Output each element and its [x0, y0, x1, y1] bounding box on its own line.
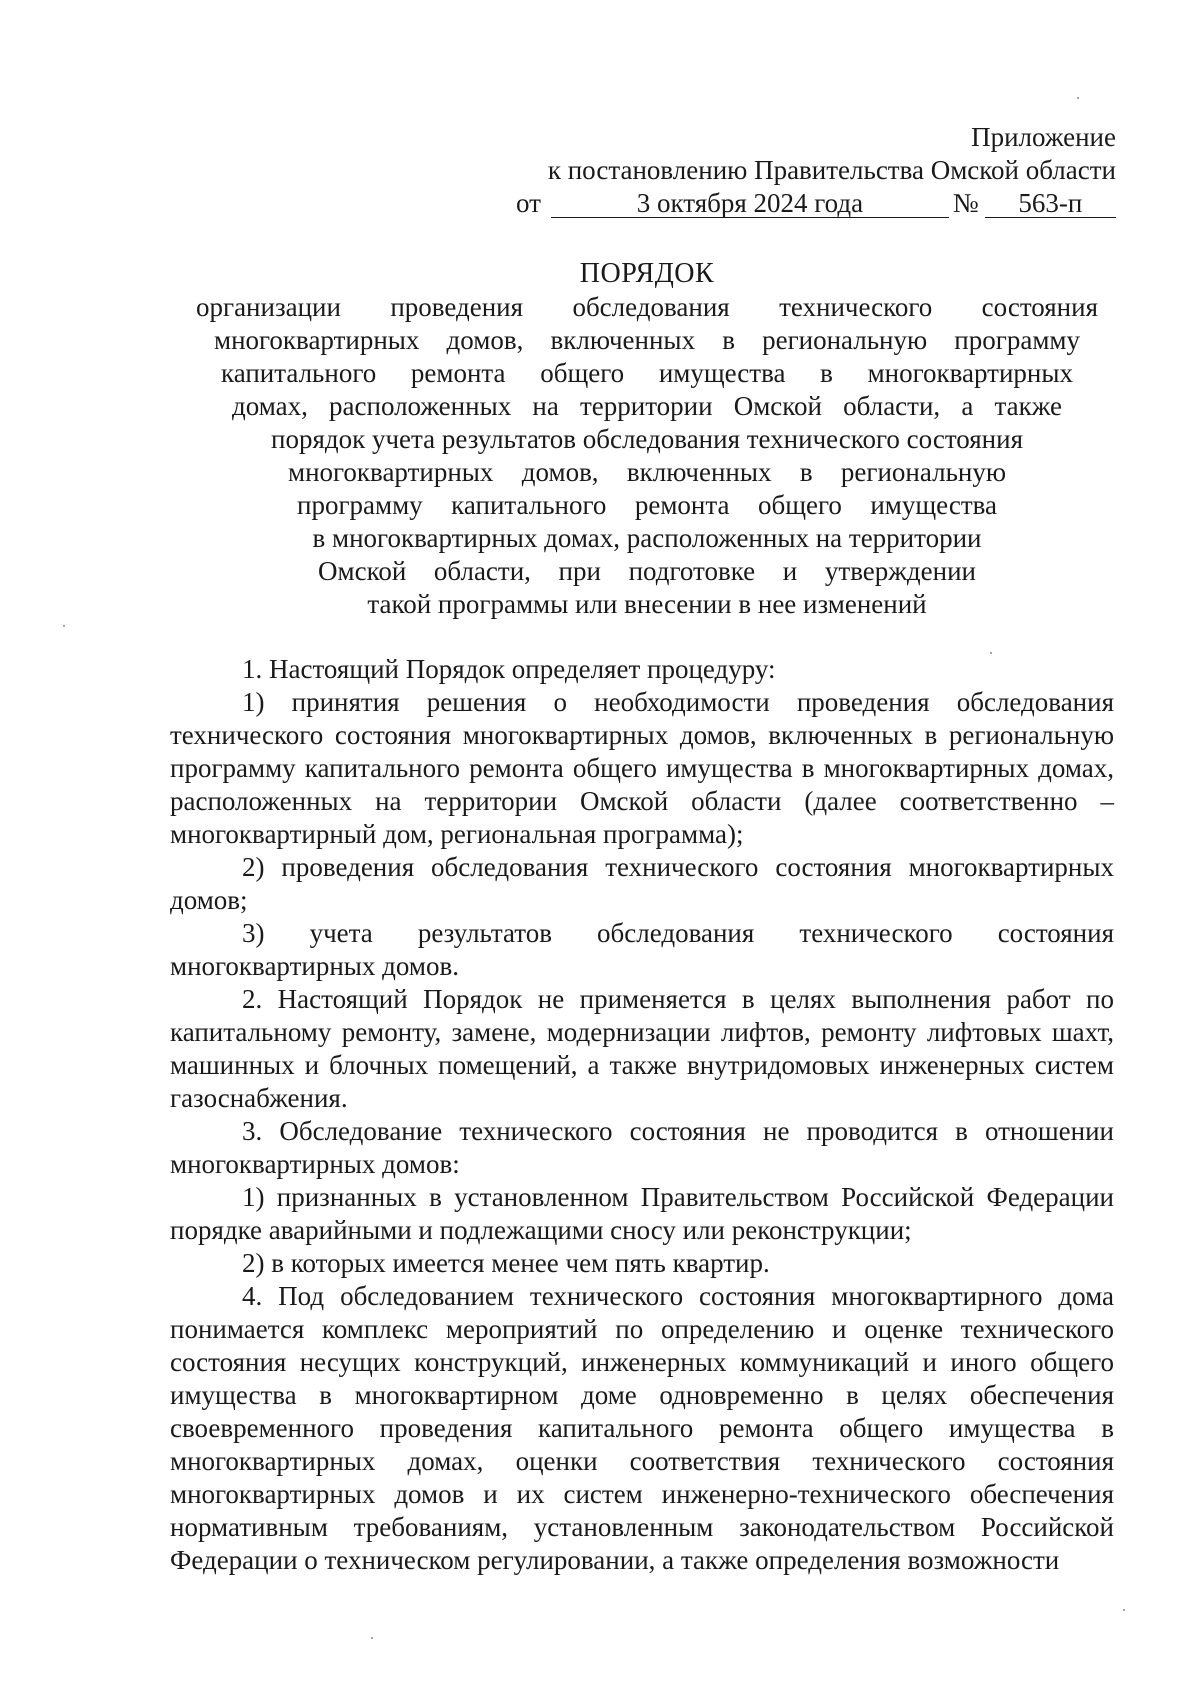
- document-subtitle: [196, 291, 1098, 621]
- subtitle-line: многоквартирных домов, включенных в региональную программу: [214, 325, 1080, 355]
- scan-speck: [1077, 97, 1079, 99]
- title-block: [196, 257, 1098, 621]
- scan-speck: [371, 1637, 373, 1639]
- paragraph: 3) учета результатов обследования технического состояния многоквартирных домов.: [170, 918, 1114, 981]
- subtitle-line: многоквартирных домов, включенных в региональную: [288, 457, 1006, 487]
- scan-speck: [990, 652, 992, 654]
- decree-number: 563-п: [985, 189, 1116, 218]
- appendix-title: Приложение: [971, 122, 1116, 152]
- appendix-reference: к постановлению Правительства Омской области: [547, 155, 1116, 185]
- scan-speck: [63, 625, 65, 627]
- subtitle-line: такой программы или внесении в нее изменений: [367, 589, 927, 619]
- paragraph: 4. Под обследованием технического состояния многоквартирного дома понимается комплекс мероприятий по определению и оценке технического состояния несущих конструкций, инженерных коммуникаций и иного общего имущества в многоквартирном доме одновременно в целях обеспечения своевременного проведения капитального ремонта общего имущества в многоквартирных домах, оценки соответствия технического состояния многоквартирных домов и их систем инженерно-технического обеспечения нормативным требованиям, установленным законодательством Российской Федерации о техническом регулировании, а также определения возможности: [170, 1281, 1114, 1575]
- appendix-date-row: [516, 187, 1116, 220]
- subtitle-line: домах, расположенных на территории Омской области, а также: [232, 391, 1062, 421]
- appendix-header: [516, 121, 1116, 220]
- paragraph: 2) проведения обследования технического состояния многоквартирных домов;: [170, 852, 1114, 915]
- document-body: [170, 653, 1114, 1577]
- number-label: №: [952, 188, 979, 218]
- subtitle-line: в многоквартирных домах, расположенных на территории: [312, 523, 982, 553]
- paragraph: 2. Настоящий Порядок не применяется в целях выполнения работ по капитальному ремонту, замене, модернизации лифтов, ремонту лифтовых шахт, машинных и блочных помещений, а также внутридомовых инженерных систем газоснабжения.: [170, 984, 1114, 1113]
- paragraph: 1) принятия решения о необходимости проведения обследования технического состояния многоквартирных домов, включенных в региональную программу капитального ремонта общего имущества в многоквартирных домах, расположенных на территории Омской области (далее соответственно – многоквартирный дом, региональная программа);: [170, 687, 1114, 849]
- paragraph: 2) в которых имеется менее чем пять квартир.: [242, 1248, 770, 1278]
- document-title: ПОРЯДОК: [579, 258, 715, 289]
- subtitle-line: капитального ремонта общего имущества в многоквартирных: [221, 358, 1073, 388]
- from-label: от: [516, 188, 541, 218]
- paragraph: 3. Обследование технического состояния не проводится в отношении многоквартирных домов:: [170, 1116, 1114, 1179]
- subtitle-line: организации проведения обследования технического состояния: [196, 292, 1098, 322]
- decree-date: 3 октября 2024 года: [551, 189, 949, 218]
- subtitle-line: программу капитального ремонта общего имущества: [297, 490, 997, 520]
- paragraph: 1) признанных в установленном Правительством Российской Федерации порядке аварийными и подлежащими сносу или реконструкции;: [170, 1182, 1114, 1245]
- scan-speck: [1123, 1609, 1125, 1611]
- subtitle-line: Омской области, при подготовке и утверждении: [318, 556, 976, 586]
- paragraph: 1. Настоящий Порядок определяет процедуру:: [242, 654, 776, 684]
- subtitle-line: порядок учета результатов обследования технического состояния: [271, 424, 1023, 454]
